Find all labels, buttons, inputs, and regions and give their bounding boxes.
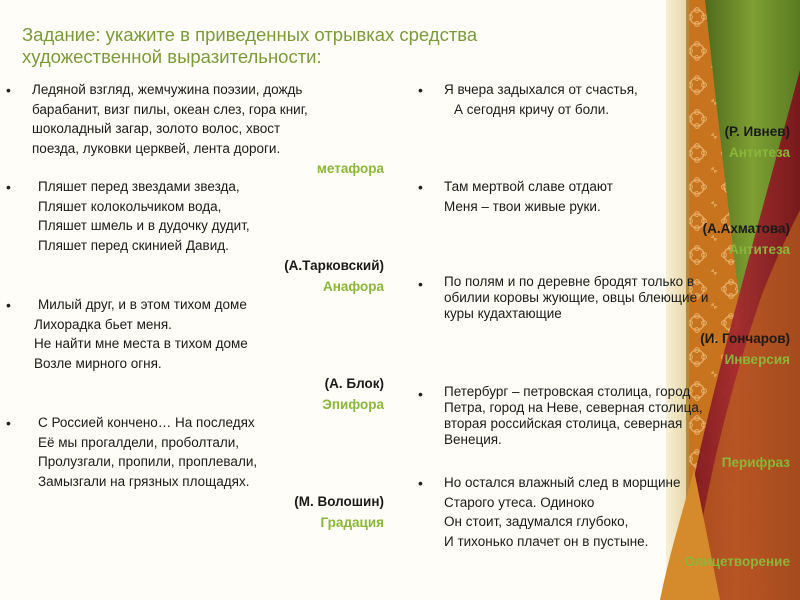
fragment-line: Замызгали на грязных площадях. <box>38 473 250 489</box>
list-item <box>0 295 392 415</box>
fragment-line: С Россией кончено… На последях <box>38 415 255 430</box>
fragment-line: И тихонько плачет он в пустыне. <box>444 533 649 549</box>
fragment-line: Я вчера задыхался от счастья, <box>444 82 638 97</box>
fragment-line: Её мы прогалдели, проболтали, <box>38 434 240 450</box>
fragment-line: поезда, луковки церквей, лента дороги. <box>32 140 281 156</box>
fragment-line: обилии коровы жующие, овцы блеющие и <box>444 290 709 305</box>
right-column <box>410 80 800 572</box>
fragment-line: Пляшет шмель и в дудочку дудит, <box>38 218 250 233</box>
device-label: Антитеза <box>729 145 790 160</box>
list-item <box>410 274 800 370</box>
bullet-icon: • <box>418 386 423 402</box>
left-column <box>0 80 392 533</box>
list-item <box>0 177 392 297</box>
device-label: Градация <box>320 515 384 530</box>
list-item <box>410 177 800 260</box>
fragment-line: вторая российская столица, северная <box>444 416 683 431</box>
fragment-line: Ледяной взгляд, жемчужина поэзии, дождь <box>32 82 303 97</box>
fragment-line: Петра, город на Неве, северная столица, <box>444 400 703 415</box>
author-label: (М. Волошин) <box>294 494 384 509</box>
bullet-icon: • <box>418 475 423 491</box>
list-item <box>0 80 392 179</box>
device-label: Олицетворение <box>684 554 790 569</box>
list-item <box>410 473 800 572</box>
fragment-line: куры кудахтающие <box>444 306 562 321</box>
fragment-line: Меня – твои живые руки. <box>444 198 601 214</box>
fragment-line: Старого утеса. Одиноко <box>444 494 595 510</box>
page-title <box>22 24 622 68</box>
bullet-icon: • <box>6 82 11 98</box>
fragment-line: Пляшет перед звездами звезда, <box>38 179 240 194</box>
list-item <box>410 80 800 163</box>
fragment-line: Пляшет перед скинией Давид. <box>38 237 229 253</box>
author-label: (А.Ахматова) <box>702 221 790 236</box>
author-label: (Р. Ивнев) <box>724 124 790 139</box>
title-line-2: художественной выразительности: <box>22 46 322 67</box>
device-label: Антитеза <box>729 242 790 257</box>
list-item <box>0 413 392 533</box>
fragment-line: шоколадный загар, золото волос, хвост <box>32 121 281 136</box>
device-label: Инверсия <box>724 352 790 367</box>
bullet-icon: • <box>6 297 11 313</box>
fragment-line: Венеция. <box>444 432 502 447</box>
bullet-icon: • <box>6 179 11 195</box>
fragment-line: Пролузгали, пропили, проплевали, <box>38 454 258 469</box>
device-label: Перифраз <box>721 455 790 470</box>
device-label: метафора <box>316 161 384 176</box>
fragment-line: А сегодня кричу от боли. <box>454 101 609 117</box>
bullet-icon: • <box>6 415 11 431</box>
author-label: (И. Гончаров) <box>700 331 790 346</box>
bullet-icon: • <box>418 276 423 292</box>
fragment-line: Пляшет колокольчиком вода, <box>38 198 222 214</box>
bullet-icon: • <box>418 179 423 195</box>
fragment-line: Милый друг, и в этом тихом доме <box>38 297 247 312</box>
fragment-line: Возле мирного огня. <box>34 355 162 371</box>
title-line-1: Задание: укажите в приведенных отрывках средства <box>22 24 478 45</box>
fragment-line: Он стоит, задумался глубоко, <box>444 514 629 529</box>
fragment-line: Но остался влажный след в морщине <box>444 475 681 490</box>
fragment-line: Не найти мне места в тихом доме <box>34 336 248 351</box>
fragment-line: барабанит, визг пилы, океан слез, гора книг, <box>32 101 308 117</box>
fragment-line: Там мертвой славе отдают <box>444 179 613 194</box>
author-label: (А.Тарковский) <box>284 258 384 273</box>
fragment-line: Лихорадка бьет меня. <box>34 316 172 332</box>
device-label: Анафора <box>322 279 384 294</box>
fragment-line: Петербург – петровская столица, город <box>444 384 691 399</box>
list-item <box>410 384 800 473</box>
bullet-icon: • <box>418 82 423 98</box>
author-label: (А. Блок) <box>324 376 384 391</box>
fragment-line: По полям и по деревне бродят только в <box>444 274 695 289</box>
device-label: Эпифора <box>322 397 384 412</box>
